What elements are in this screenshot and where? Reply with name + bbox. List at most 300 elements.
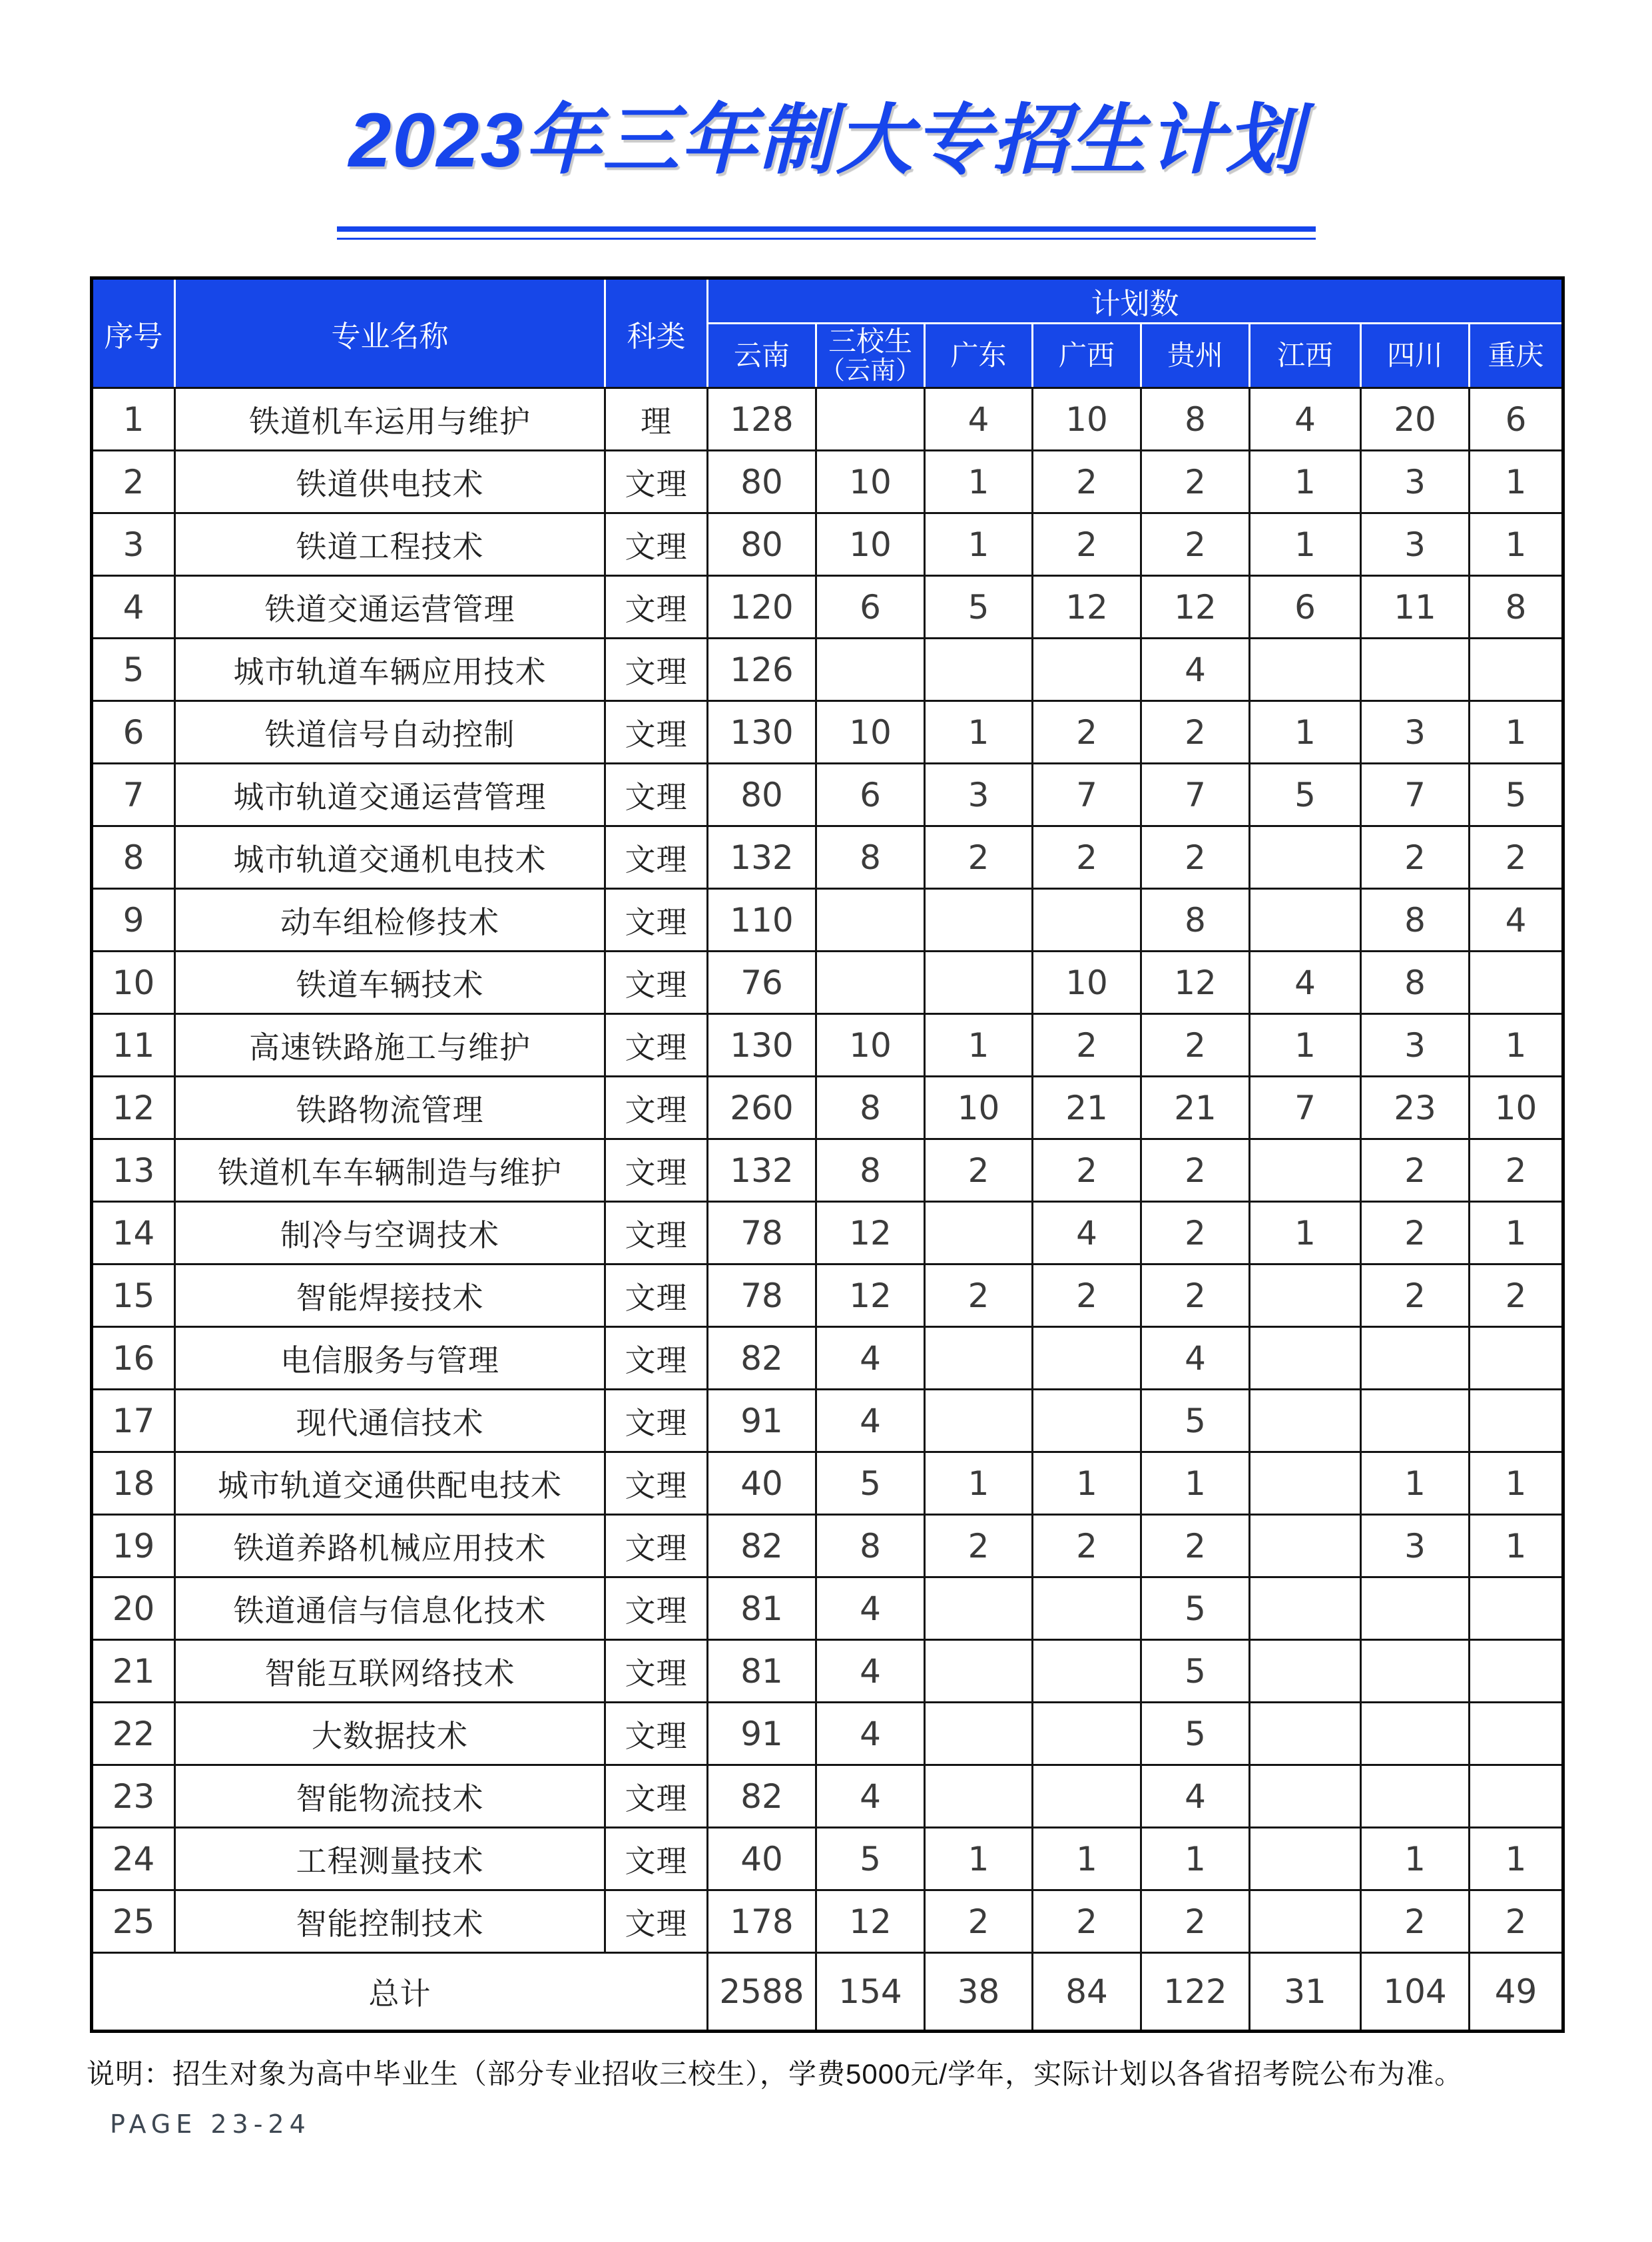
plan-value: 80 bbox=[708, 451, 816, 513]
plan-value: 5 bbox=[1141, 1640, 1250, 1703]
plan-value: 2 bbox=[925, 1139, 1033, 1202]
plan-value bbox=[1250, 1890, 1361, 1953]
plan-value: 2 bbox=[1141, 513, 1250, 576]
table-body bbox=[92, 388, 1563, 1953]
plan-value: 132 bbox=[708, 826, 816, 889]
plan-value: 120 bbox=[708, 576, 816, 639]
total-guangdong: 38 bbox=[925, 1953, 1033, 2032]
total-guizhou: 122 bbox=[1141, 1953, 1250, 2032]
table-row bbox=[92, 952, 1563, 1014]
plan-value: 8 bbox=[1470, 576, 1563, 639]
plan-value bbox=[1361, 639, 1470, 701]
subject-category: 文理 bbox=[605, 639, 708, 701]
plan-value: 78 bbox=[708, 1264, 816, 1327]
plan-value bbox=[1361, 1703, 1470, 1765]
plan-value: 2 bbox=[1033, 1890, 1141, 1953]
major-name: 动车组检修技术 bbox=[175, 889, 605, 952]
subject-category: 理 bbox=[605, 388, 708, 451]
plan-value: 6 bbox=[1470, 388, 1563, 451]
plan-value: 10 bbox=[1470, 1077, 1563, 1139]
plan-value: 1 bbox=[925, 451, 1033, 513]
plan-value: 1 bbox=[925, 1828, 1033, 1890]
plan-value: 1 bbox=[1250, 1014, 1361, 1077]
subject-category: 文理 bbox=[605, 701, 708, 764]
plan-value: 8 bbox=[816, 1077, 925, 1139]
table-row bbox=[92, 451, 1563, 513]
subject-category: 文理 bbox=[605, 576, 708, 639]
plan-value: 8 bbox=[1361, 952, 1470, 1014]
plan-value: 4 bbox=[1033, 1202, 1141, 1264]
plan-value: 2 bbox=[925, 1515, 1033, 1577]
plan-value: 21 bbox=[1141, 1077, 1250, 1139]
plan-value: 10 bbox=[816, 513, 925, 576]
table-row bbox=[92, 388, 1563, 451]
plan-value: 2 bbox=[1141, 1890, 1250, 1953]
major-name: 铁道养路机械应用技术 bbox=[175, 1515, 605, 1577]
plan-value bbox=[1470, 1577, 1563, 1640]
plan-value bbox=[816, 889, 925, 952]
subject-category: 文理 bbox=[605, 1014, 708, 1077]
subject-category: 文理 bbox=[605, 764, 708, 826]
subject-category: 文理 bbox=[605, 1703, 708, 1765]
row-number: 25 bbox=[92, 1890, 175, 1953]
plan-value: 4 bbox=[816, 1765, 925, 1828]
plan-value: 2 bbox=[1033, 513, 1141, 576]
row-number: 8 bbox=[92, 826, 175, 889]
row-number: 24 bbox=[92, 1828, 175, 1890]
plan-value: 80 bbox=[708, 513, 816, 576]
plan-value: 3 bbox=[1361, 1515, 1470, 1577]
page-number: PAGE 23-24 bbox=[110, 2109, 311, 2139]
subject-category: 文理 bbox=[605, 1327, 708, 1390]
subject-category: 文理 bbox=[605, 1264, 708, 1327]
table-row bbox=[92, 513, 1563, 576]
plan-value: 2 bbox=[1141, 1139, 1250, 1202]
plan-value bbox=[1470, 1765, 1563, 1828]
plan-value: 8 bbox=[816, 1515, 925, 1577]
plan-value bbox=[1033, 1765, 1141, 1828]
total-label: 总计 bbox=[92, 1953, 708, 2032]
row-number: 18 bbox=[92, 1452, 175, 1515]
col-header-guangxi: 广西 bbox=[1033, 324, 1141, 388]
plan-value: 2 bbox=[1141, 1515, 1250, 1577]
plan-value bbox=[1250, 1327, 1361, 1390]
plan-value: 2 bbox=[1141, 701, 1250, 764]
row-number: 2 bbox=[92, 451, 175, 513]
plan-value bbox=[1361, 1327, 1470, 1390]
major-name: 智能控制技术 bbox=[175, 1890, 605, 1953]
plan-value bbox=[1250, 1452, 1361, 1515]
table-row bbox=[92, 1390, 1563, 1452]
plan-value: 82 bbox=[708, 1515, 816, 1577]
plan-value: 7 bbox=[1361, 764, 1470, 826]
table-row bbox=[92, 701, 1563, 764]
plan-value bbox=[1250, 1703, 1361, 1765]
plan-value bbox=[925, 952, 1033, 1014]
plan-value: 10 bbox=[925, 1077, 1033, 1139]
row-number: 21 bbox=[92, 1640, 175, 1703]
subject-category: 文理 bbox=[605, 1890, 708, 1953]
row-number: 3 bbox=[92, 513, 175, 576]
plan-value: 10 bbox=[1033, 952, 1141, 1014]
row-number: 1 bbox=[92, 388, 175, 451]
page-title: 2023年三年制大专招生计划 bbox=[348, 98, 1304, 183]
row-number: 15 bbox=[92, 1264, 175, 1327]
table-row bbox=[92, 1077, 1563, 1139]
plan-value: 5 bbox=[1141, 1577, 1250, 1640]
major-name: 铁道通信与信息化技术 bbox=[175, 1577, 605, 1640]
plan-value: 4 bbox=[816, 1577, 925, 1640]
plan-value: 128 bbox=[708, 388, 816, 451]
plan-value: 12 bbox=[1141, 952, 1250, 1014]
plan-value bbox=[1250, 1390, 1361, 1452]
plan-value: 2 bbox=[1470, 1890, 1563, 1953]
plan-value: 8 bbox=[816, 1139, 925, 1202]
plan-value: 12 bbox=[1033, 576, 1141, 639]
subject-category: 文理 bbox=[605, 1577, 708, 1640]
plan-value: 21 bbox=[1033, 1077, 1141, 1139]
plan-value: 8 bbox=[1141, 388, 1250, 451]
plan-value: 2 bbox=[1470, 1264, 1563, 1327]
plan-value: 7 bbox=[1033, 764, 1141, 826]
plan-value bbox=[1250, 1640, 1361, 1703]
plan-value bbox=[1470, 1390, 1563, 1452]
col-header-guangdong: 广东 bbox=[925, 324, 1033, 388]
row-number: 12 bbox=[92, 1077, 175, 1139]
plan-value: 1 bbox=[925, 513, 1033, 576]
plan-value: 2 bbox=[1141, 1202, 1250, 1264]
major-name: 智能互联网络技术 bbox=[175, 1640, 605, 1703]
plan-value bbox=[925, 639, 1033, 701]
table-row bbox=[92, 1515, 1563, 1577]
plan-value bbox=[1033, 1390, 1141, 1452]
table-row bbox=[92, 576, 1563, 639]
plan-value bbox=[1033, 1577, 1141, 1640]
plan-value bbox=[1250, 1264, 1361, 1327]
table-row bbox=[92, 1703, 1563, 1765]
plan-value: 12 bbox=[816, 1264, 925, 1327]
plan-value bbox=[1250, 1515, 1361, 1577]
plan-value: 1 bbox=[1033, 1452, 1141, 1515]
plan-value: 132 bbox=[708, 1139, 816, 1202]
plan-value: 5 bbox=[816, 1452, 925, 1515]
row-number: 6 bbox=[92, 701, 175, 764]
major-name: 智能焊接技术 bbox=[175, 1264, 605, 1327]
plan-value bbox=[1470, 639, 1563, 701]
plan-value: 4 bbox=[1470, 889, 1563, 952]
plan-value: 4 bbox=[816, 1703, 925, 1765]
plan-value: 20 bbox=[1361, 388, 1470, 451]
plan-value: 10 bbox=[816, 701, 925, 764]
plan-value: 130 bbox=[708, 701, 816, 764]
plan-value bbox=[816, 952, 925, 1014]
plan-value: 23 bbox=[1361, 1077, 1470, 1139]
major-name: 铁道信号自动控制 bbox=[175, 701, 605, 764]
plan-value bbox=[925, 1202, 1033, 1264]
table-row bbox=[92, 1640, 1563, 1703]
subject-category: 文理 bbox=[605, 1390, 708, 1452]
plan-value bbox=[1470, 1703, 1563, 1765]
plan-value: 91 bbox=[708, 1390, 816, 1452]
col-header-major: 专业名称 bbox=[175, 278, 605, 388]
total-guangxi: 84 bbox=[1033, 1953, 1141, 2032]
major-name: 智能物流技术 bbox=[175, 1765, 605, 1828]
plan-value: 82 bbox=[708, 1327, 816, 1390]
subject-category: 文理 bbox=[605, 513, 708, 576]
col-header-jiangxi: 江西 bbox=[1250, 324, 1361, 388]
subject-category: 文理 bbox=[605, 1077, 708, 1139]
plan-value: 2 bbox=[1033, 1014, 1141, 1077]
major-name: 铁道工程技术 bbox=[175, 513, 605, 576]
plan-value: 5 bbox=[816, 1828, 925, 1890]
table-row bbox=[92, 1014, 1563, 1077]
plan-value: 2 bbox=[1361, 1890, 1470, 1953]
col-header-category: 科类 bbox=[605, 278, 708, 388]
enrollment-plan-table-wrapper bbox=[90, 276, 1565, 2033]
plan-value: 4 bbox=[1250, 952, 1361, 1014]
total-chongqing: 49 bbox=[1470, 1953, 1563, 2032]
plan-value bbox=[1250, 826, 1361, 889]
plan-value bbox=[925, 1640, 1033, 1703]
plan-value bbox=[1470, 1640, 1563, 1703]
plan-value: 2 bbox=[1361, 1139, 1470, 1202]
plan-value: 4 bbox=[816, 1327, 925, 1390]
plan-value: 4 bbox=[816, 1640, 925, 1703]
row-number: 22 bbox=[92, 1703, 175, 1765]
plan-value: 1 bbox=[1470, 1515, 1563, 1577]
plan-value bbox=[1361, 1765, 1470, 1828]
plan-value: 1 bbox=[1470, 1202, 1563, 1264]
plan-value: 4 bbox=[1250, 388, 1361, 451]
plan-value: 2 bbox=[1033, 1264, 1141, 1327]
plan-value bbox=[1033, 639, 1141, 701]
row-number: 10 bbox=[92, 952, 175, 1014]
major-name: 高速铁路施工与维护 bbox=[175, 1014, 605, 1077]
title-underline-thick bbox=[337, 226, 1316, 232]
plan-value: 1 bbox=[1033, 1828, 1141, 1890]
col-header-yunnan: 云南 bbox=[708, 324, 816, 388]
major-name: 铁道机车车辆制造与维护 bbox=[175, 1139, 605, 1202]
subject-category: 文理 bbox=[605, 889, 708, 952]
plan-value bbox=[925, 1327, 1033, 1390]
table-footer bbox=[92, 1953, 1563, 2032]
plan-value: 91 bbox=[708, 1703, 816, 1765]
plan-value: 5 bbox=[1141, 1703, 1250, 1765]
subject-category: 文理 bbox=[605, 952, 708, 1014]
plan-value bbox=[925, 889, 1033, 952]
plan-value: 4 bbox=[925, 388, 1033, 451]
table-row bbox=[92, 1264, 1563, 1327]
table-row bbox=[92, 1202, 1563, 1264]
plan-value: 1 bbox=[1250, 701, 1361, 764]
table-row bbox=[92, 826, 1563, 889]
table-row bbox=[92, 1765, 1563, 1828]
plan-value: 1 bbox=[1470, 1014, 1563, 1077]
table-row bbox=[92, 1327, 1563, 1390]
plan-value: 1 bbox=[1470, 451, 1563, 513]
plan-value bbox=[925, 1577, 1033, 1640]
major-name: 铁道供电技术 bbox=[175, 451, 605, 513]
plan-value: 2 bbox=[1033, 701, 1141, 764]
subject-category: 文理 bbox=[605, 826, 708, 889]
major-name: 大数据技术 bbox=[175, 1703, 605, 1765]
plan-value: 3 bbox=[1361, 451, 1470, 513]
plan-value: 1 bbox=[1250, 451, 1361, 513]
plan-value: 80 bbox=[708, 764, 816, 826]
total-sanxiaosheng: 154 bbox=[816, 1953, 925, 2032]
major-name: 铁道车辆技术 bbox=[175, 952, 605, 1014]
enrollment-plan-table bbox=[90, 276, 1565, 2033]
plan-value: 76 bbox=[708, 952, 816, 1014]
title-underline bbox=[337, 226, 1316, 240]
plan-value: 2 bbox=[1141, 1014, 1250, 1077]
plan-value: 2 bbox=[1141, 451, 1250, 513]
plan-value bbox=[1033, 889, 1141, 952]
major-name: 铁路物流管理 bbox=[175, 1077, 605, 1139]
plan-value bbox=[1250, 1828, 1361, 1890]
plan-value bbox=[1361, 1640, 1470, 1703]
plan-value: 1 bbox=[1470, 1452, 1563, 1515]
plan-value: 130 bbox=[708, 1014, 816, 1077]
plan-value: 6 bbox=[816, 576, 925, 639]
row-number: 19 bbox=[92, 1515, 175, 1577]
subject-category: 文理 bbox=[605, 1202, 708, 1264]
plan-value: 2 bbox=[1033, 1515, 1141, 1577]
plan-value: 10 bbox=[816, 451, 925, 513]
subject-category: 文理 bbox=[605, 1139, 708, 1202]
plan-value: 12 bbox=[816, 1890, 925, 1953]
row-number: 11 bbox=[92, 1014, 175, 1077]
table-row bbox=[92, 1452, 1563, 1515]
plan-value: 1 bbox=[925, 701, 1033, 764]
col-header-sanxiaosheng: 三校生 （云南） bbox=[816, 324, 925, 388]
plan-value: 2 bbox=[1470, 1139, 1563, 1202]
plan-value bbox=[1361, 1577, 1470, 1640]
table-row bbox=[92, 889, 1563, 952]
plan-value: 2 bbox=[1361, 1264, 1470, 1327]
plan-value: 126 bbox=[708, 639, 816, 701]
plan-value: 5 bbox=[1470, 764, 1563, 826]
plan-value: 2 bbox=[1033, 826, 1141, 889]
total-jiangxi: 31 bbox=[1250, 1953, 1361, 2032]
table-row bbox=[92, 1828, 1563, 1890]
plan-value: 2 bbox=[1361, 1202, 1470, 1264]
major-name: 城市轨道交通机电技术 bbox=[175, 826, 605, 889]
plan-value: 78 bbox=[708, 1202, 816, 1264]
plan-value: 8 bbox=[816, 826, 925, 889]
major-name: 城市轨道交通供配电技术 bbox=[175, 1452, 605, 1515]
plan-value: 1 bbox=[1250, 1202, 1361, 1264]
plan-value: 2 bbox=[925, 1890, 1033, 1953]
plan-value: 12 bbox=[816, 1202, 925, 1264]
major-name: 电信服务与管理 bbox=[175, 1327, 605, 1390]
row-number: 23 bbox=[92, 1765, 175, 1828]
plan-value: 1 bbox=[1470, 513, 1563, 576]
plan-value: 1 bbox=[1470, 701, 1563, 764]
plan-value: 7 bbox=[1141, 764, 1250, 826]
table-row bbox=[92, 1577, 1563, 1640]
table-header bbox=[92, 278, 1563, 388]
table-row bbox=[92, 1139, 1563, 1202]
col-header-sichuan: 四川 bbox=[1361, 324, 1470, 388]
major-name: 城市轨道交通运营管理 bbox=[175, 764, 605, 826]
plan-value: 1 bbox=[1361, 1452, 1470, 1515]
header-row-group bbox=[92, 278, 1563, 324]
plan-value bbox=[1250, 1577, 1361, 1640]
subject-category: 文理 bbox=[605, 1515, 708, 1577]
row-number: 5 bbox=[92, 639, 175, 701]
plan-value: 81 bbox=[708, 1577, 816, 1640]
row-number: 9 bbox=[92, 889, 175, 952]
col-header-guizhou: 贵州 bbox=[1141, 324, 1250, 388]
total-sichuan: 104 bbox=[1361, 1953, 1470, 2032]
table-row bbox=[92, 639, 1563, 701]
plan-value: 2 bbox=[1141, 826, 1250, 889]
plan-value: 3 bbox=[1361, 1014, 1470, 1077]
plan-value: 260 bbox=[708, 1077, 816, 1139]
plan-value: 1 bbox=[1470, 1828, 1563, 1890]
plan-value bbox=[1033, 1327, 1141, 1390]
plan-value: 10 bbox=[816, 1014, 925, 1077]
major-name: 铁道交通运营管理 bbox=[175, 576, 605, 639]
row-number: 14 bbox=[92, 1202, 175, 1264]
plan-value: 5 bbox=[1141, 1390, 1250, 1452]
row-number: 20 bbox=[92, 1577, 175, 1640]
plan-value: 6 bbox=[1250, 576, 1361, 639]
plan-value: 1 bbox=[1361, 1828, 1470, 1890]
plan-value: 81 bbox=[708, 1640, 816, 1703]
plan-value: 2 bbox=[925, 826, 1033, 889]
row-number: 7 bbox=[92, 764, 175, 826]
plan-value: 1 bbox=[1141, 1828, 1250, 1890]
subject-category: 文理 bbox=[605, 1765, 708, 1828]
plan-value: 1 bbox=[925, 1014, 1033, 1077]
plan-value bbox=[1470, 952, 1563, 1014]
enrollment-note: 说明：招生对象为高中毕业生（部分专业招收三校生），学费5000元/学年，实际计划以各省招考院公布为准。 bbox=[87, 2058, 1464, 2090]
plan-value bbox=[1361, 1390, 1470, 1452]
plan-value: 4 bbox=[816, 1390, 925, 1452]
major-name: 工程测量技术 bbox=[175, 1828, 605, 1890]
plan-value: 4 bbox=[1141, 639, 1250, 701]
plan-value: 5 bbox=[1250, 764, 1361, 826]
plan-value: 40 bbox=[708, 1828, 816, 1890]
major-name: 城市轨道车辆应用技术 bbox=[175, 639, 605, 701]
plan-value: 2 bbox=[1033, 1139, 1141, 1202]
plan-value bbox=[925, 1390, 1033, 1452]
plan-value: 8 bbox=[1141, 889, 1250, 952]
table-row bbox=[92, 764, 1563, 826]
plan-value bbox=[925, 1765, 1033, 1828]
plan-value: 4 bbox=[1141, 1765, 1250, 1828]
row-number: 17 bbox=[92, 1390, 175, 1452]
subject-category: 文理 bbox=[605, 1452, 708, 1515]
plan-value: 3 bbox=[1361, 513, 1470, 576]
col-header-plan-group: 计划数 bbox=[708, 278, 1563, 324]
plan-value: 2 bbox=[1470, 826, 1563, 889]
total-yunnan: 2588 bbox=[708, 1953, 816, 2032]
row-number: 16 bbox=[92, 1327, 175, 1390]
plan-value bbox=[1033, 1703, 1141, 1765]
total-row bbox=[92, 1953, 1563, 2032]
plan-value: 5 bbox=[925, 576, 1033, 639]
plan-value bbox=[1033, 1640, 1141, 1703]
plan-value bbox=[1250, 1139, 1361, 1202]
plan-value: 3 bbox=[925, 764, 1033, 826]
plan-value bbox=[816, 388, 925, 451]
plan-value: 110 bbox=[708, 889, 816, 952]
major-name: 制冷与空调技术 bbox=[175, 1202, 605, 1264]
major-name: 现代通信技术 bbox=[175, 1390, 605, 1452]
